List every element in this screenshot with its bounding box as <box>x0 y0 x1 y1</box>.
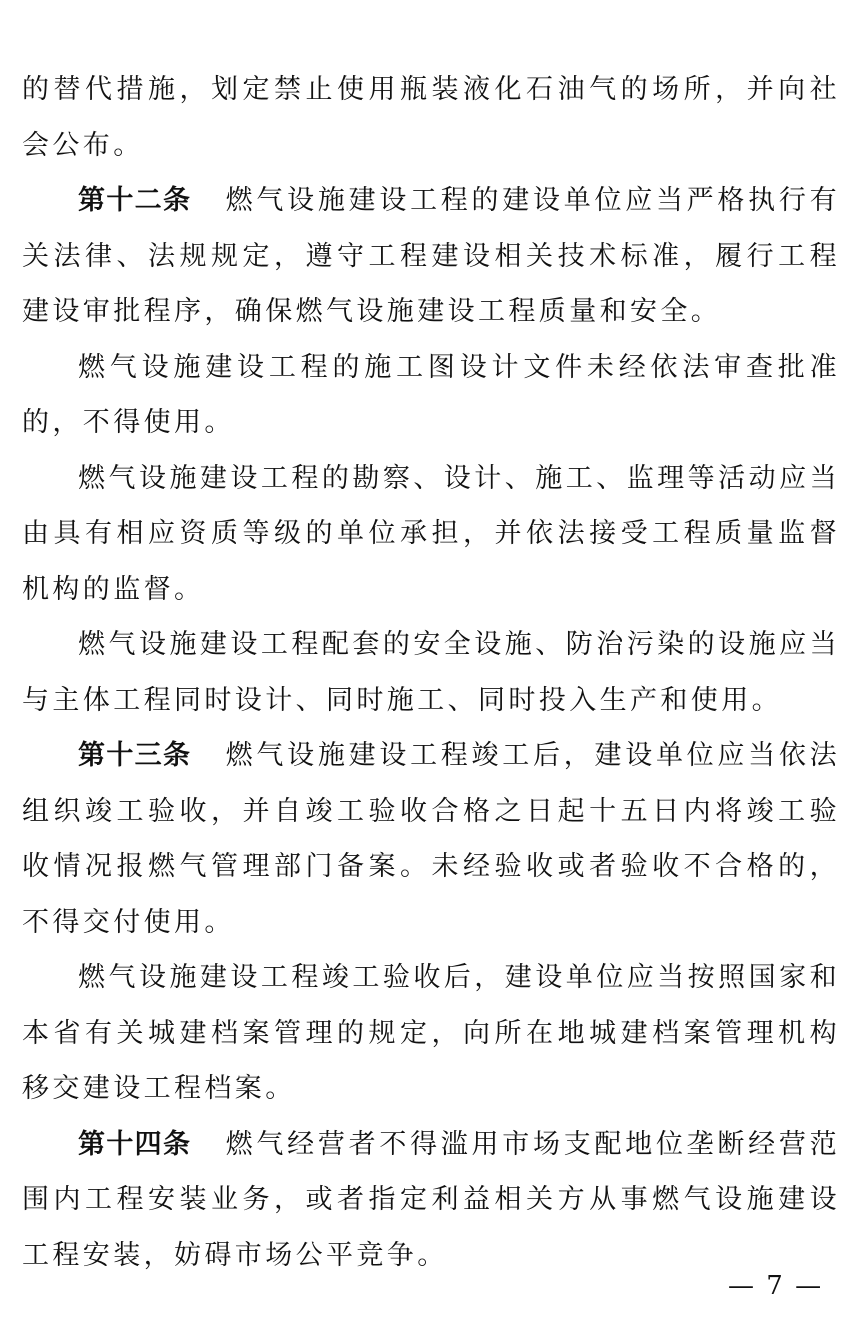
paragraph-continuation <box>22 62 840 173</box>
article-number: 第十四条 <box>78 1128 192 1160</box>
article-number: 第十二条 <box>78 185 192 216</box>
paragraph-text: 燃气设施建设工程竣工后，建设单位应当依法组织竣工验收，并自竣工验收合格之日起十五日内将竣工验收情况报燃气管理部门备案。未经验收或者验收不合格的，不得交付使用。 <box>22 740 841 938</box>
paragraph <box>22 617 840 728</box>
page-number: — 7 — <box>728 1271 824 1301</box>
paragraph <box>22 451 840 618</box>
paragraph-text: 燃气经营者不得滥用市场支配地位垄断经营范围内工程安装业务，或者指定利益相关方从事燃气设施建设工程安装，妨碍市场公平竞争。 <box>22 1128 841 1271</box>
document-body <box>22 62 840 1283</box>
article-14-paragraph <box>22 1117 840 1284</box>
article-number: 第十三条 <box>78 740 192 771</box>
paragraph-text: 燃气设施建设工程的勘察、设计、施工、监理等活动应当由具有相应资质等级的单位承担，并依法接受工程质量监督机构的监督。 <box>22 462 840 605</box>
article-13-paragraph <box>22 728 840 950</box>
paragraph-text: 燃气设施建设工程配套的安全设施、防治污染的设施应当与主体工程同时设计、同时施工、同时投入生产和使用。 <box>22 629 840 716</box>
paragraph <box>22 950 840 1117</box>
paragraph-text: 燃气设施建设工程的建设单位应当严格执行有关法律、法规规定，遵守工程建设相关技术标准，履行工程建设审批程序，确保燃气设施建设工程质量和安全。 <box>22 185 841 327</box>
article-12-paragraph <box>22 173 840 340</box>
paragraph-text: 燃气设施建设工程竣工验收后，建设单位应当按照国家和本省有关城建档案管理的规定，向所在地城建档案管理机构移交建设工程档案。 <box>22 962 840 1104</box>
paragraph <box>22 340 840 451</box>
paragraph-text: 燃气设施建设工程的施工图设计文件未经依法审查批准的，不得使用。 <box>22 351 840 438</box>
paragraph-text: 的替代措施，划定禁止使用瓶装液化石油气的场所，并向社会公布。 <box>22 74 840 161</box>
